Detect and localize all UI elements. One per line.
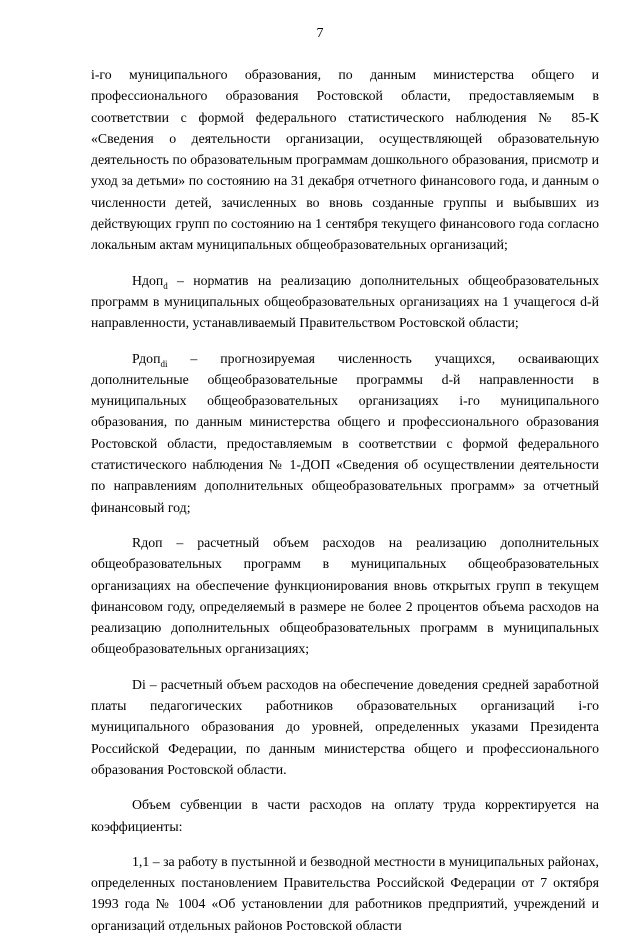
page-number: 7 — [316, 26, 324, 41]
rdop-text: – прогнозируемая численность учащихся, осваивающих дополнительные общеобразовательные программы d-й направленности в муниципальных общеобразовательных организациях i-го муниципального образования, по данным министерства общего и профессионального образования Ростовской области, предоставляемым в соответствии с формой федерального статистического наблюдения № 1-ДОП «Сведения об осуществлении деятельности по направлениям дополнительных общеобразовательных программ» за отчетный финансовый год; — [91, 350, 599, 515]
paragraph-ndop-definition — [91, 270, 599, 334]
document-body — [91, 64, 599, 950]
paragraph-coefficient-1-1: 1,1 – за работу в пустынной и безводной местности в муниципальных районах, определенных постановлением Правительства Российской Федерации от 7 октября 1993 года № 1004 «Об установлении для работников предприятий, учреждений и организаций отдельных районов Ростовской области — [91, 853, 599, 933]
paragraph-continuation: i-го муниципального образования, по данным министерства общего и профессионального образования Ростовской области, предоставляемым в соответствии с формой федерального статистического наблюдения № 85-К «Сведения о деятельности организации, осуществляющей образовательную деятельность по образовательным программам дошкольного образования, присмотр и уход за детьми» по состоянию на 31 декабря отчетного финансового года, и данным о численности детей, зачисленных во вновь созданные группы и выбывших из действующих групп по состоянию на 1 сентября текущего финансового года согласно локальным актам муниципальных общеобразовательных организаций; — [91, 67, 599, 253]
ndop-symbol: Ндоп — [132, 272, 164, 288]
paragraph-rdop-definition — [91, 348, 599, 518]
ndop-text: – норматив на реализацию дополнительных общеобразовательных программ в муниципальных общеобразовательных организациях на 1 учащегося d-й направленности, устанавливаемый Правительством Ростовской области; — [91, 272, 599, 331]
rdop-symbol: Рдоп — [132, 350, 161, 366]
paragraph-di-definition: Di – расчетный объем расходов на обеспечение доведения средней заработной платы педагогических работников образовательных организаций i-го муниципального образования до уровней, определенных указами Президента Российской Федерации, по данным министерства общего и профессионального образования Ростовской области. — [91, 676, 599, 777]
paragraph-coefficients-intro: Объем субвенции в части расходов на оплату труда корректируется на коэффициенты: — [91, 797, 599, 834]
ndop-subscript: d — [163, 280, 168, 291]
rdop-subscript: di — [160, 358, 168, 369]
paragraph-r-dop-definition: Rдоп – расчетный объем расходов на реализацию дополнительных общеобразовательных программ в муниципальных общеобразовательных организациях на обеспечение функционирования вновь открытых групп в текущем финансовом году, определяемый в размере не более 2 процентов объема расходов на реализацию дополнительных общеобразовательных программ в муниципальных общеобразовательных организациях; — [91, 534, 599, 657]
